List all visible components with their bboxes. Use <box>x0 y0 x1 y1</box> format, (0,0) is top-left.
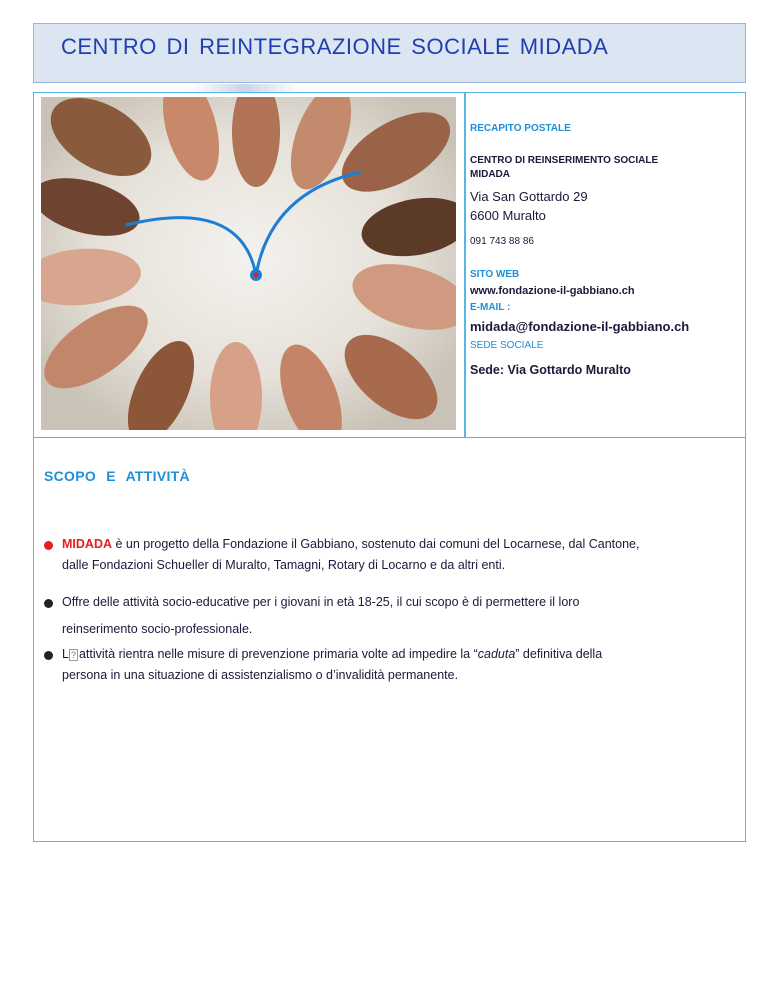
email-link[interactable]: midada@fondazione-il-gabbiano.ch <box>470 319 690 334</box>
p3-start: L <box>62 647 69 661</box>
page-title: CENTRO DI REINTEGRAZIONE SOCIALE MIDADA <box>61 34 609 59</box>
p3-end: ” definitiva della <box>515 647 603 661</box>
missing-glyph-icon: ? <box>70 650 76 660</box>
web-label: SITO WEB <box>470 269 520 280</box>
org-name-line2: MIDADA <box>470 169 510 180</box>
p3-rest: attività rientra nelle misure di prevenzione primaria volte ad impedire la “ <box>78 647 478 661</box>
postal-label: RECAPITO POSTALE <box>470 123 571 134</box>
midada-name: MIDADA <box>62 537 112 551</box>
paragraph-2-line1: Offre delle attività socio-educative per i giovani in età 18-25, il cui scopo è di permettere il loro <box>62 595 580 609</box>
city-address: 6600 Muralto <box>470 208 546 223</box>
hands-photo <box>41 97 456 430</box>
header-box <box>33 23 746 83</box>
paragraph-1-line1 <box>62 537 639 551</box>
bottom-box <box>33 437 746 842</box>
paragraph-3-line1 <box>62 647 602 661</box>
email-label: E-MAIL : <box>470 302 511 313</box>
vertical-divider <box>464 93 466 437</box>
street-address: Via San Gottardo 29 <box>470 189 588 204</box>
web-url-link[interactable]: www.fondazione-il-gabbiano.ch <box>470 285 635 297</box>
bullet-icon <box>44 541 53 550</box>
header-shadow <box>190 84 300 92</box>
section-title: SCOPO E ATTIVITÀ <box>44 468 190 484</box>
p3-italic: caduta <box>477 647 516 661</box>
seat-label: SEDE SOCIALE <box>470 340 544 351</box>
paragraph-2-line2: reinserimento socio-professionale. <box>62 622 253 636</box>
paragraph-1-line2: dalle Fondazioni Schueller di Muralto, Tamagni, Rotary di Locarno e da altri enti. <box>62 558 506 572</box>
p1-text: è un progetto della Fondazione il Gabbiano, sostenuto dai comuni del Locarnese, dal Cantone, <box>112 537 640 551</box>
bullet-icon <box>44 599 53 608</box>
org-name-line1: CENTRO DI REINSERIMENTO SOCIALE <box>470 155 659 166</box>
phone-number: 091 743 88 86 <box>470 236 534 247</box>
seat-address: Sede: Via Gottardo Muralto <box>470 363 631 377</box>
bullet-icon <box>44 651 53 660</box>
paragraph-3-line2: persona in una situazione di assistenzialismo o d’invalidità permanente. <box>62 668 459 682</box>
